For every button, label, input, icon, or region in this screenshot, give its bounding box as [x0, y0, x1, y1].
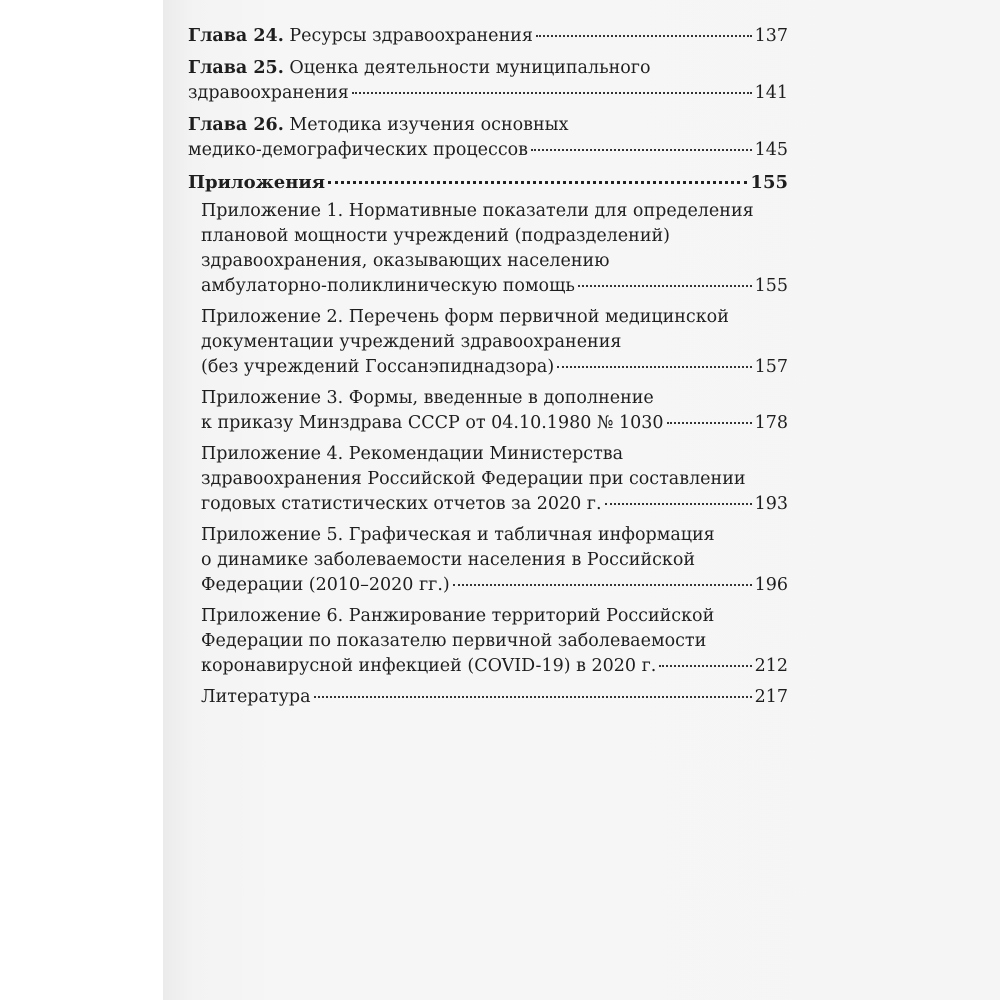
chapter-title: Оценка деятельности муниципального: [289, 58, 651, 78]
toc-appendices-header[interactable]: [188, 170, 788, 195]
dot-leader: [605, 503, 752, 505]
toc-appendix-1[interactable]: [201, 199, 788, 299]
toc-line: [188, 113, 788, 138]
toc-chapter-25[interactable]: [188, 56, 788, 106]
page-number: 217: [754, 687, 788, 707]
appendix-text: Приложение 4. Рекомендации Министерства: [201, 444, 624, 464]
toc-appendix-6[interactable]: [201, 604, 788, 679]
toc-appendix-5[interactable]: [201, 523, 788, 598]
chapter-title: Ресурсы здравоохранения: [289, 26, 533, 46]
page-number: 212: [754, 656, 788, 676]
appendix-text: Приложение 5. Графическая и табличная информация: [201, 525, 715, 545]
dot-leader: [531, 149, 752, 151]
table-of-contents: [188, 24, 788, 716]
dot-leader: [453, 584, 752, 586]
appendix-text: Приложение 2. Перечень форм первичной медицинской: [201, 307, 729, 327]
chapter-number: Глава 26.: [188, 115, 284, 135]
toc-literature[interactable]: [201, 685, 788, 710]
toc-appendix-4[interactable]: [201, 442, 788, 517]
appendix-text: Приложение 1. Нормативные показатели для определения: [201, 201, 754, 221]
page-number: 193: [754, 494, 788, 514]
appendix-text: Приложение 3. Формы, введенные в дополнение: [201, 388, 654, 408]
appendix-text: о динамике заболеваемости населения в Российской: [201, 550, 696, 570]
page-number: 178: [754, 413, 788, 433]
page-number: 145: [754, 140, 788, 160]
appendix-text: Федерации (2010–2020 гг.): [201, 575, 450, 595]
toc-line: [188, 138, 788, 163]
toc-chapter-26[interactable]: [188, 113, 788, 163]
chapter-number: Глава 24.: [188, 26, 284, 46]
appendix-text: к приказу Минздрава СССР от 04.10.1980 № 1030: [201, 413, 664, 433]
page-number: 141: [754, 83, 788, 103]
chapter-title-cont: медико-демографических процессов: [188, 140, 529, 160]
toc-line: [188, 24, 788, 49]
chapter-title: Методика изучения основных: [289, 115, 569, 135]
appendices-title: Приложения: [188, 172, 326, 193]
chapter-title-cont: здравоохранения: [188, 83, 349, 103]
toc-appendix-2[interactable]: [201, 305, 788, 380]
dot-leader: [578, 285, 752, 287]
dot-leader: [557, 366, 751, 368]
toc-appendix-3[interactable]: [201, 386, 788, 436]
page-number: 196: [754, 575, 788, 595]
appendix-text: здравоохранения Российской Федерации при составлении: [201, 469, 746, 489]
dot-leader: [328, 181, 747, 184]
appendix-text: амбулаторно-поликлиническую помощь: [201, 276, 575, 296]
appendix-text: документации учреждений здравоохранения: [201, 332, 622, 352]
page-number: 155: [750, 172, 788, 193]
appendix-text: плановой мощности учреждений (подразделений): [201, 226, 670, 246]
toc-line: [188, 81, 788, 106]
toc-chapter-24[interactable]: [188, 24, 788, 49]
dot-leader: [667, 422, 752, 424]
appendix-text: Федерации по показателю первичной заболеваемости: [201, 631, 707, 651]
dot-leader: [659, 665, 751, 667]
appendix-text: здравоохранения, оказывающих населению: [201, 251, 610, 271]
dot-leader: [314, 696, 752, 698]
toc-line: [188, 56, 788, 81]
literature-title: Литература: [201, 687, 311, 707]
dot-leader: [352, 92, 752, 94]
appendix-text: Приложение 6. Ранжирование территорий Российской: [201, 606, 715, 626]
dot-leader: [536, 35, 752, 37]
page-number: 157: [754, 357, 788, 377]
appendix-text: годовых статистических отчетов за 2020 г.: [201, 494, 602, 514]
toc-line: [188, 170, 788, 195]
chapter-number: Глава 25.: [188, 58, 284, 78]
appendix-text: (без учреждений Госсанэпиднадзора): [201, 357, 555, 377]
appendix-text: коронавирусной инфекцией (COVID-19) в 2020 г.: [201, 656, 657, 676]
page-number: 137: [754, 26, 788, 46]
page-number: 155: [754, 276, 788, 296]
